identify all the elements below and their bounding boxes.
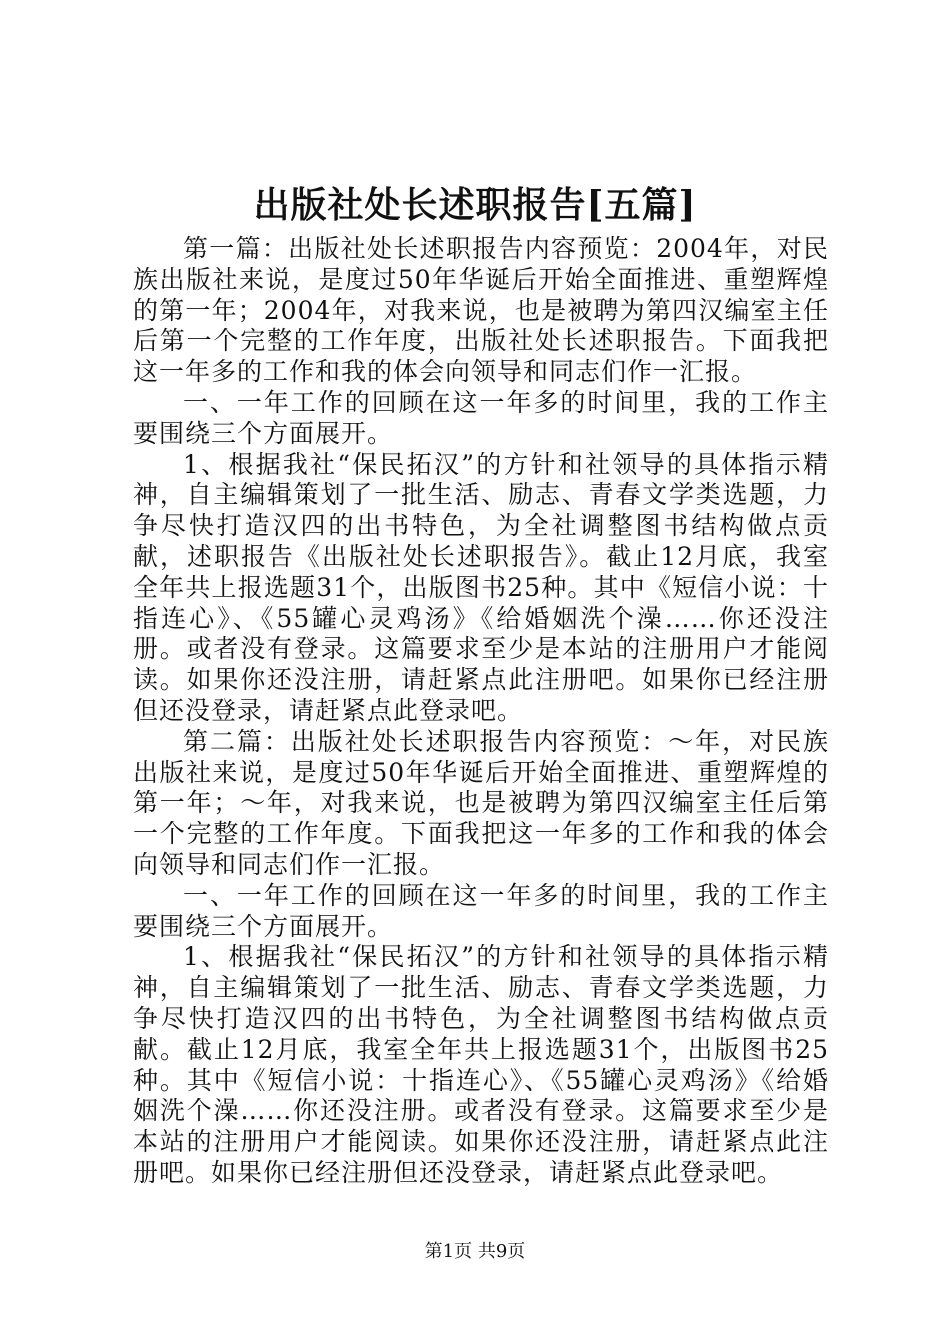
document-body xyxy=(133,234,829,1189)
paragraph: 第二篇：出版社处长述职报告内容预览：～年，对民族出版社来说，是度过50年华诞后开始全面推进、重塑辉煌的第一年；～年，对我来说，也是被聘为第四汉编室主任后第一个完整的工作年度。下面我把这一年多的工作和我的体会向领导和同志们作一汇报。 xyxy=(133,726,829,879)
paragraph: 一、一年工作的回顾在这一年多的时间里，我的工作主要围绕三个方面展开。 xyxy=(133,387,829,448)
paragraph: 1、根据我社“保民拓汉”的方针和社领导的具体指示精神，自主编辑策划了一批生活、励志、青春文学类选题，力争尽快打造汉四的出书特色，为全社调整图书结构做点贡献，述职报告《出版社处长述职报告》。截止12月底，我室全年共上报选题31个，出版图书25种。其中《短信小说：十指连心》、《55罐心灵鸡汤》《给婚姻洗个澡……你还没注册。或者没有登录。这篇要求至少是本站的注册用户才能阅读。如果你还没注册，请赶紧点此注册吧。如果你已经注册但还没登录，请赶紧点此登录吧。 xyxy=(133,449,829,725)
page-number-footer: 第1页 共9页 xyxy=(424,1241,526,1262)
paragraph: 1、根据我社“保民拓汉”的方针和社领导的具体指示精神，自主编辑策划了一批生活、励志、青春文学类选题，力争尽快打造汉四的出书特色，为全社调整图书结构做点贡献。截止12月底，我室全年共上报选题31个，出版图书25种。其中《短信小说：十指连心》、《55罐心灵鸡汤》《给婚姻洗个澡……你还没注册。或者没有登录。这篇要求至少是本站的注册用户才能阅读。如果你还没注册，请赶紧点此注册吧。如果你已经注册但还没登录，请赶紧点此登录吧。 xyxy=(133,942,829,1187)
paragraph: 一、一年工作的回顾在这一年多的时间里，我的工作主要围绕三个方面展开。 xyxy=(133,880,829,941)
paragraph: 第一篇：出版社处长述职报告内容预览：2004年，对民族出版社来说，是度过50年华诞后开始全面推进、重塑辉煌的第一年；2004年，对我来说，也是被聘为第四汉编室主任后第一个完整的工作年度，出版社处长述职报告。下面我把这一年多的工作和我的体会向领导和同志们作一汇报。 xyxy=(133,234,829,387)
document-title: 出版社处长述职报告[五篇] xyxy=(253,184,697,226)
